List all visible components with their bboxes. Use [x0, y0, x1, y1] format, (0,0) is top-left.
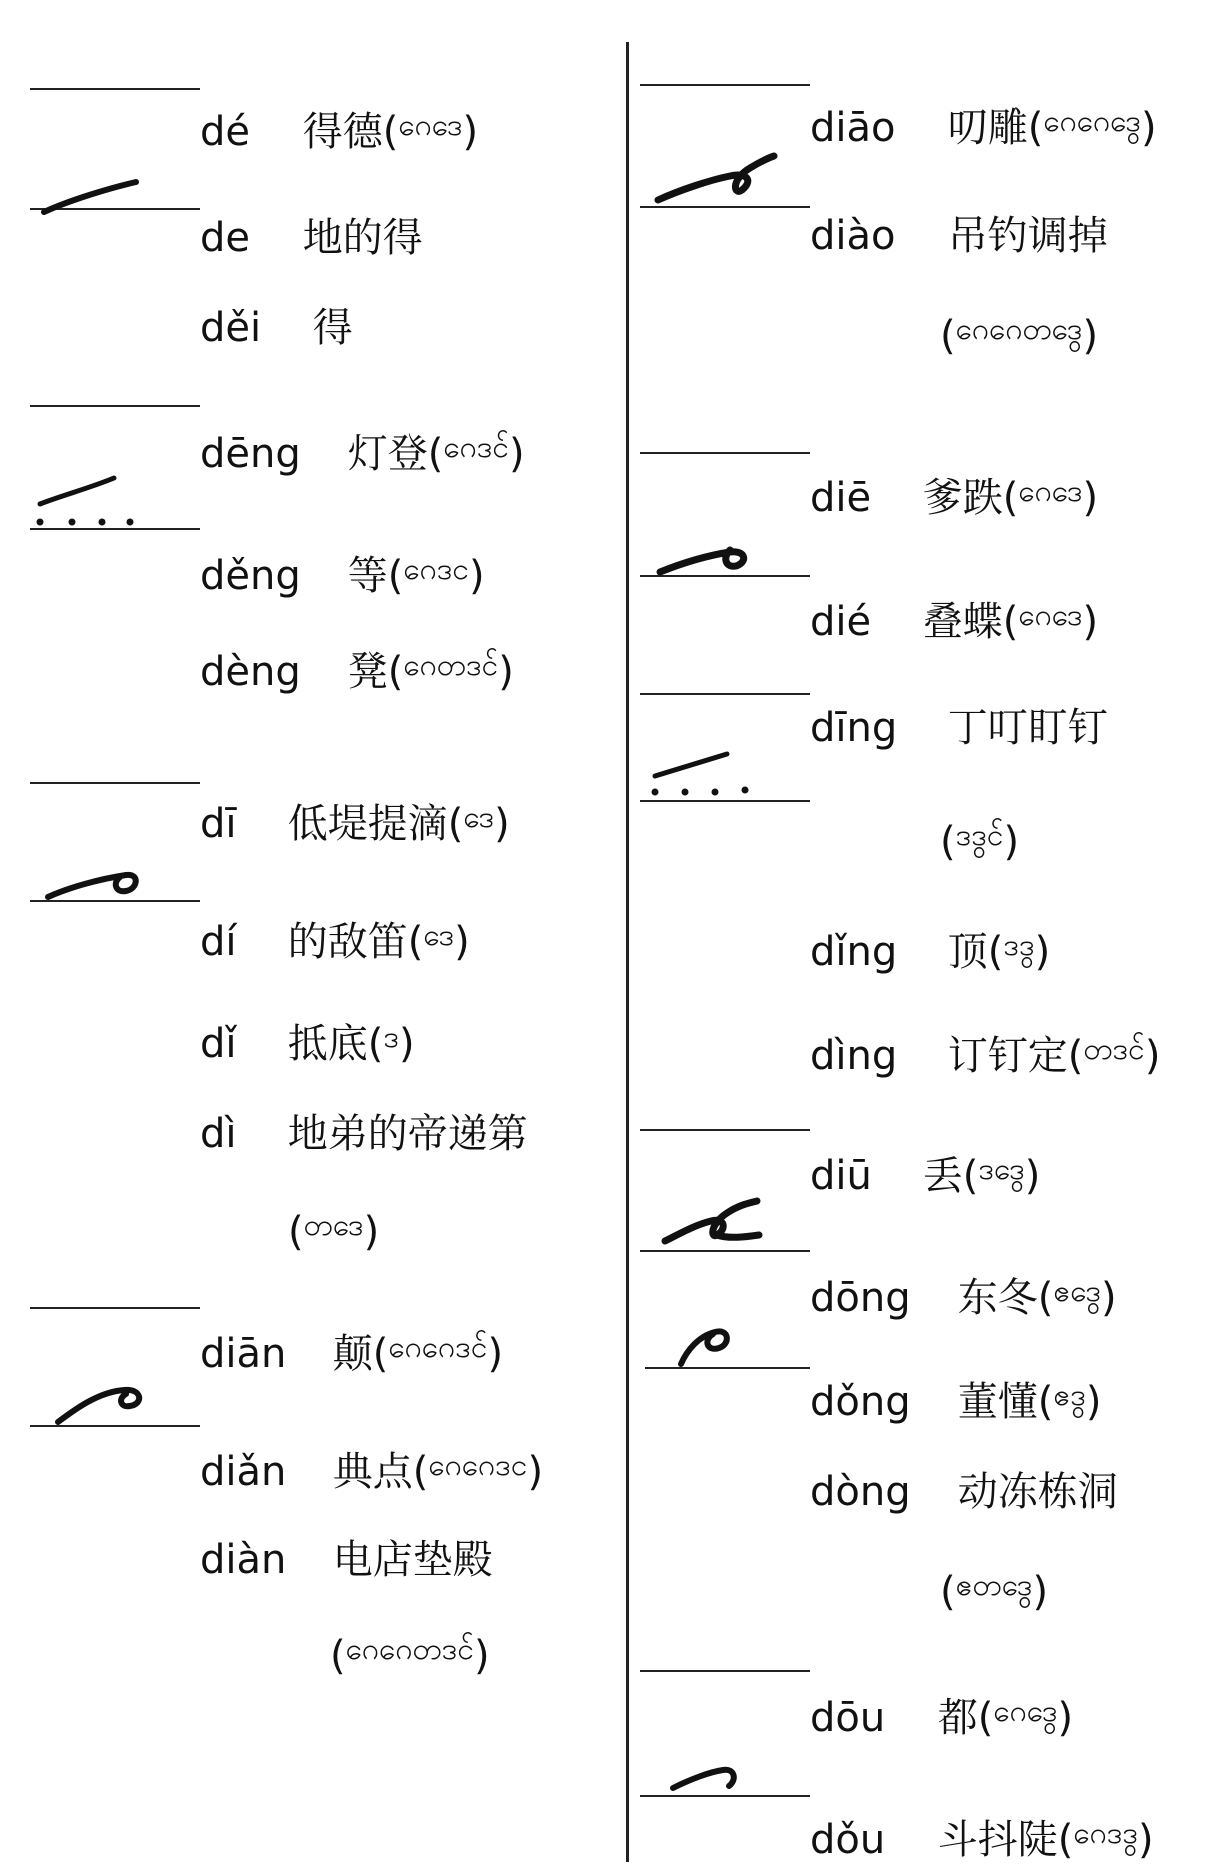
myanmar-script: ဒဒွ [1003, 928, 1035, 963]
shorthand-stroke [40, 855, 140, 905]
group-rule [30, 1307, 200, 1309]
entry-row: diē 爹跌($^{ဂေဒေ}$) [810, 474, 1099, 521]
entry-row: dǐ 抵底($^ဒ$) [200, 1020, 415, 1067]
myanmar-script: ဂေဒေ [1018, 474, 1083, 509]
entry-row: děng 等($^{ဂေဒင}$) [200, 552, 485, 599]
hanzi: 得 [312, 305, 353, 351]
group-rule [640, 1250, 810, 1252]
hanzi: 东冬 [957, 1275, 1038, 1321]
myanmar-script: ဂေဂေဒွေ [1043, 104, 1141, 139]
pinyin: dé [200, 109, 250, 155]
pinyin: diàn [200, 1537, 287, 1583]
myanmar-script: ဂေဒေ [398, 108, 463, 143]
hanzi: 灯登 [347, 431, 428, 477]
group-rule [30, 782, 200, 784]
hanzi: 吊钓调掉 [947, 213, 1108, 259]
pinyin: dié [810, 599, 872, 645]
entry-row [200, 1536, 493, 1584]
hanzi: 丢 [922, 1153, 963, 1199]
group-rule [640, 693, 810, 695]
pinyin: dìng [810, 1033, 898, 1079]
pinyin: dōng [810, 1275, 911, 1321]
hanzi: 凳 [347, 649, 388, 695]
myanmar-script: ဒေ [423, 918, 455, 953]
myanmar-script: ဂေဒွေ [993, 1694, 1058, 1729]
hanzi: 地的得 [302, 215, 423, 261]
group-rule [640, 800, 810, 802]
pinyin: dèng [200, 649, 301, 695]
pinyin: dīng [810, 705, 898, 751]
hanzi: 电店垫殿 [332, 1537, 493, 1583]
hanzi: 动冻栋洞 [957, 1469, 1118, 1515]
pinyin: diū [810, 1153, 872, 1199]
shorthand-stroke [50, 1370, 150, 1430]
entry-row: dōu 都($^{ဂေဒွေ}$) [810, 1694, 1074, 1741]
pinyin: diào [810, 213, 896, 259]
hanzi: 丁叮盯钉 [947, 705, 1108, 751]
pinyin: dí [200, 919, 237, 965]
entry-continuation: ($^{ဧတဒွေ}$) [940, 1568, 1049, 1615]
entry-continuation: ($^{တဒေ}$) [288, 1208, 380, 1255]
hanzi: 得德 [302, 109, 383, 155]
myanmar-script: တဒင် [1083, 1032, 1145, 1067]
myanmar-script: တဒေ [303, 1208, 364, 1243]
entry-row [200, 304, 353, 352]
pinyin: dōu [810, 1695, 886, 1741]
entry-continuation: ($^{ဂေဂေတဒွေ}$) [940, 312, 1099, 359]
pinyin: děi [200, 305, 262, 351]
myanmar-script: ဒဒွင် [955, 818, 1004, 853]
pinyin: dǐng [810, 929, 898, 975]
myanmar-script: ဒ [383, 1020, 399, 1055]
hanzi: 顶 [947, 929, 988, 975]
entry-row: dèng 凳($^{ဂေတဒင်}$) [200, 648, 514, 695]
entry-row [810, 704, 1108, 752]
hanzi: 叨雕 [947, 105, 1028, 151]
shorthand-stroke [650, 528, 760, 578]
entry-row: diāo 叨雕($^{ဂေဂေဒွေ}$) [810, 104, 1157, 151]
hanzi: 董懂 [957, 1379, 1038, 1425]
entry-continuation: ($^{ဂေဂေတဒင်}$) [330, 1632, 490, 1679]
entry-row: diū 丢($^{ဒဒွေ}$) [810, 1152, 1041, 1199]
group-rule [640, 452, 810, 454]
group-rule [640, 1670, 810, 1672]
entry-row: dié 叠蝶($^{ဂေဒေ}$) [810, 598, 1099, 645]
myanmar-script: ဒေ [463, 800, 495, 835]
entry-row: dǐng 顶($^{ဒဒွ}$) [810, 928, 1051, 975]
hanzi: 地弟的帝递第 [287, 1111, 528, 1157]
group-rule [30, 88, 200, 90]
myanmar-script: ဂေတဒင် [403, 648, 499, 683]
pinyin: dǐ [200, 1021, 237, 1067]
myanmar-script: ဧဒွေ [1053, 1274, 1101, 1309]
myanmar-script: ဂေဂေတဒွေ [955, 312, 1083, 347]
myanmar-script: ဒဒွေ [978, 1152, 1025, 1187]
pinyin: dǒu [810, 1817, 886, 1863]
entry-row: dī 低堤提滴($^{ဒေ}$) [200, 800, 510, 847]
group-rule [30, 405, 200, 407]
pinyin: diē [810, 475, 872, 521]
hanzi: 订钉定 [947, 1033, 1068, 1079]
hanzi: 斗抖陡 [937, 1817, 1058, 1863]
entry-row: dǒu 斗抖陡($^{ဂေဒဒွ}$) [810, 1816, 1154, 1863]
shorthand-stroke [655, 1195, 765, 1250]
hanzi: 叠蝶 [922, 599, 1003, 645]
myanmar-script: ဂေဒင [403, 552, 470, 587]
column-divider [626, 42, 629, 1862]
pinyin: dòng [810, 1469, 911, 1515]
hanzi: 的敌笛 [287, 919, 408, 965]
pinyin: dēng [200, 431, 301, 477]
myanmar-script: ဂေဒင် [443, 430, 510, 465]
pinyin: dǒng [810, 1379, 911, 1425]
pinyin: diǎn [200, 1449, 287, 1495]
shorthand-stroke [30, 470, 150, 530]
shorthand-stroke [665, 1320, 745, 1370]
pinyin: de [200, 215, 250, 261]
group-rule [640, 84, 810, 86]
myanmar-script: ဂေဒဒွ [1073, 1816, 1139, 1851]
entry-row: dìng 订钉定($^{တဒင်}$) [810, 1032, 1161, 1079]
myanmar-script: ဂေဂေဒင် [388, 1330, 488, 1365]
shorthand-stroke [650, 150, 780, 210]
group-rule [640, 1129, 810, 1131]
shorthand-stroke [30, 170, 140, 220]
hanzi: 等 [347, 553, 388, 599]
entry-row: dí 的敌笛($^{ဒေ}$) [200, 918, 470, 965]
myanmar-script: ဂေဒေ [1018, 598, 1083, 633]
pinyin: dī [200, 801, 237, 847]
hanzi: 爹跌 [922, 475, 1003, 521]
pinyin: diāo [810, 105, 896, 151]
myanmar-script: ဧတဒွေ [955, 1568, 1033, 1603]
myanmar-script: ဂေဂေတဒင် [345, 1632, 474, 1667]
entry-row [810, 212, 1108, 260]
entry-row: dǒng 董懂($^{ဧဒွ}$) [810, 1378, 1102, 1425]
pinyin: diān [200, 1331, 287, 1377]
hanzi: 颠 [332, 1331, 373, 1377]
entry-row: dōng 东冬($^{ဧဒွေ}$) [810, 1274, 1117, 1321]
shorthand-stroke [645, 750, 765, 800]
entry-row: dēng 灯登($^{ဂေဒင်}$) [200, 430, 525, 477]
entry-row [200, 1110, 528, 1158]
pinyin: dì [200, 1111, 237, 1157]
myanmar-script: ဂေဂေဒင [428, 1448, 528, 1483]
hanzi: 抵底 [287, 1021, 368, 1067]
hanzi: 低堤提滴 [287, 801, 448, 847]
myanmar-script: ဧဒွ [1053, 1378, 1086, 1413]
shorthand-stroke [665, 1752, 745, 1797]
entry-row [200, 214, 423, 262]
entry-continuation: ($^{ဒဒွင်}$) [940, 818, 1020, 865]
pinyin: děng [200, 553, 301, 599]
entry-row: dé 得德($^{ဂေဒေ}$) [200, 108, 479, 155]
entry-row [810, 1468, 1118, 1516]
entry-row: diān 颠($^{ဂေဂေဒင်}$) [200, 1330, 504, 1377]
entry-row: diǎn 典点($^{ဂေဂေဒင}$) [200, 1448, 544, 1495]
hanzi: 典点 [332, 1449, 413, 1495]
hanzi: 都 [937, 1695, 978, 1741]
